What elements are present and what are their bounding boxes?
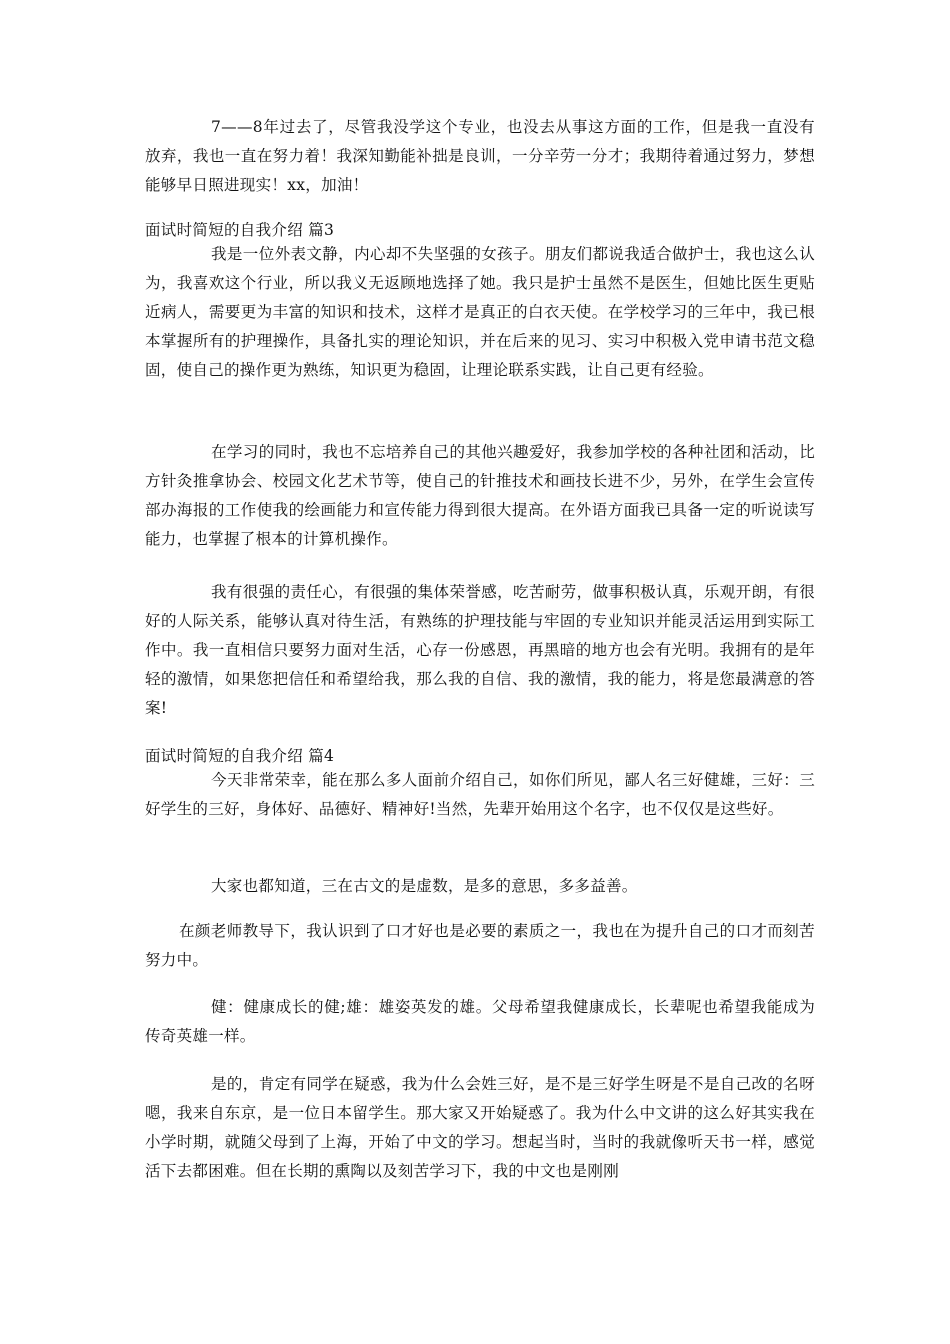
paragraph-3: 在学习的同时，我也不忘培养自己的其他兴趣爱好，我参加学校的各种社团和活动，比方针灸推拿协会、校园文化艺术节等，使自己的针推技术和画技长进不少，另外，在学生会宣传部办海报的工作使我的绘画能力和宣传能力得到很大提高。在外语方面我已具备一定的听说读写能力，也掌握了根本的计算机操作。 (145, 443, 815, 548)
paragraph-1: 7——8年过去了，尽管我没学这个专业，也没去从事这方面的工作，但是我一直没有放弃，我也一直在努力着！我深知勤能补拙是良训，一分辛劳一分才；我期待着通过努力，梦想能够早日照进现实！xx，加油！ (145, 118, 815, 194)
paragraph-4: 我有很强的责任心，有很强的集体荣誉感，吃苦耐劳，做事积极认真，乐观开朗，有很好的人际关系，能够认真对待生活，有熟练的护理技能与牢固的专业知识并能灵活运用到实际工作中。我一直相信只要努力面对生活，心存一份感恩，再黑暗的地方也会有光明。我拥有的是年轻的激情，如果您把信任和希望给我，那么我的自信、我的激情，我的能力，将是您最满意的答案! (145, 583, 815, 717)
paragraph-7: 在颜老师教导下，我认识到了口才好也是必要的素质之一，我也在为提升自己的口才而刻苦努力中。 (145, 922, 815, 969)
section-heading-4: 面试时简短的自我介绍 篇4 (145, 747, 335, 765)
paragraph-5: 今天非常荣幸，能在那么多人面前介绍自己，如你们所见，鄙人名三好健雄，三好：三好学生的三好，身体好、品德好、精神好!当然，先辈开始用这个名字，也不仅仅是这些好。 (145, 771, 815, 818)
paragraph-6: 大家也都知道，三在古文的是虚数，是多的意思，多多益善。 (211, 877, 638, 895)
section-heading-3: 面试时简短的自我介绍 篇3 (145, 221, 335, 239)
paragraph-9: 是的，肯定有同学在疑惑，我为什么会姓三好，是不是三好学生呀是不是自己改的名呀嗯，我来自东京，是一位日本留学生。那大家又开始疑惑了。我为什么中文讲的这么好其实我在小学时期，就随父母到了上海，开始了中文的学习。想起当时，当时的我就像听天书一样，感觉活下去都困难。但在长期的熏陶以及刻苦学习下，我的中文也是刚刚 (145, 1075, 815, 1180)
paragraph-8: 健：健康成长的健;雄：雄姿英发的雄。父母希望我健康成长，长辈呢也希望我能成为传奇英雄一样。 (145, 998, 815, 1045)
paragraph-2: 我是一位外表文静，内心却不失坚强的女孩子。朋友们都说我适合做护士，我也这么认为，我喜欢这个行业，所以我义无返顾地选择了她。我只是护士虽然不是医生，但她比医生更贴近病人，需要更为丰富的知识和技术，这样才是真正的白衣天使。在学校学习的三年中，我已根本掌握所有的护理操作，具备扎实的理论知识，并在后来的见习、实习中积极入党申请书范文稳固，使自己的操作更为熟练，知识更为稳固，让理论联系实践，让自己更有经验。 (145, 245, 815, 379)
